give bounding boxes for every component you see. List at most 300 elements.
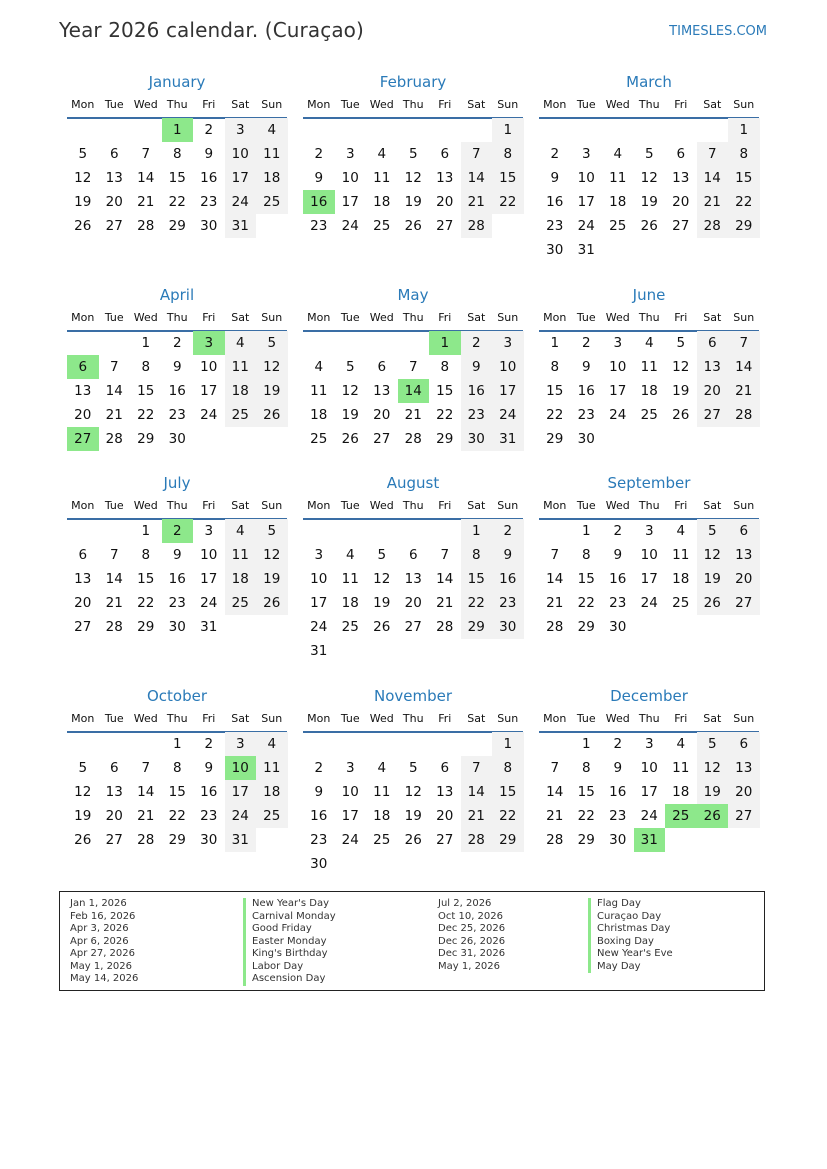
- day-cell: 18: [672, 571, 690, 587]
- day-cell: 14: [137, 784, 155, 800]
- day-cell: 22: [137, 407, 155, 423]
- day-cell: 31: [310, 643, 328, 659]
- weekday-label: Sun: [497, 712, 519, 725]
- day-cell: 22: [461, 591, 493, 615]
- day-cell: 1: [461, 519, 493, 543]
- legend-holiday-name: Boxing Day: [588, 936, 673, 949]
- day-cell: 23: [546, 218, 564, 234]
- day-cell: 11: [225, 355, 257, 379]
- weekday-label: Mon: [543, 311, 567, 324]
- month-name: July: [163, 474, 191, 492]
- day-cell: 20: [105, 194, 123, 210]
- day-cell: 23: [609, 595, 627, 611]
- holiday-day-cell: 16: [303, 190, 335, 214]
- day-cell: 26: [697, 591, 729, 615]
- day-cell: 16: [168, 383, 186, 399]
- weekday-label: Tue: [104, 311, 124, 324]
- weekday-label: Sat: [231, 98, 250, 111]
- day-cell: 28: [105, 619, 123, 635]
- day-cell: 31: [492, 427, 524, 451]
- day-cell: 7: [440, 547, 450, 563]
- day-cell: 16: [609, 784, 627, 800]
- day-cell: 30: [168, 619, 186, 635]
- day-cell: 1: [581, 523, 591, 539]
- weekday-label: Tue: [340, 311, 360, 324]
- weekday-label: Sun: [261, 311, 283, 324]
- month-name: November: [373, 687, 453, 705]
- day-cell: 24: [341, 218, 359, 234]
- month-name: May: [397, 286, 429, 304]
- weekday-label: Thu: [166, 98, 188, 111]
- day-cell: 13: [697, 355, 729, 379]
- day-cell: 21: [461, 190, 493, 214]
- day-cell: 19: [341, 407, 359, 423]
- day-cell: 27: [404, 619, 422, 635]
- weekday-label: Sun: [261, 499, 283, 512]
- day-cell: 12: [640, 170, 658, 186]
- day-cell: 27: [74, 619, 92, 635]
- day-cell: 29: [728, 214, 760, 238]
- day-cell: 13: [105, 784, 123, 800]
- weekday-label: Wed: [369, 98, 394, 111]
- day-cell: 3: [644, 736, 654, 752]
- day-cell: 5: [78, 146, 88, 162]
- day-cell: 26: [373, 619, 391, 635]
- day-cell: 18: [373, 808, 391, 824]
- day-cell: 2: [172, 335, 182, 351]
- weekday-label: Tue: [576, 712, 596, 725]
- day-cell: 22: [546, 407, 564, 423]
- day-cell: 19: [256, 567, 288, 591]
- day-cell: 12: [74, 170, 92, 186]
- day-cell: 15: [577, 784, 595, 800]
- day-cell: 18: [256, 780, 288, 804]
- day-cell: 7: [728, 331, 760, 355]
- day-cell: 3: [613, 335, 623, 351]
- day-cell: 19: [672, 383, 690, 399]
- day-cell: 21: [137, 808, 155, 824]
- weekday-label: Thu: [166, 712, 188, 725]
- weekday-label: Wed: [605, 98, 630, 111]
- day-cell: 7: [141, 760, 151, 776]
- weekday-label: Tue: [340, 499, 360, 512]
- legend-right-names: [588, 898, 673, 973]
- weekday-label: Fri: [202, 499, 216, 512]
- day-cell: 23: [577, 407, 595, 423]
- legend-holiday-name: New Year's Day: [243, 898, 336, 911]
- day-cell: 23: [200, 808, 218, 824]
- day-cell: 23: [200, 194, 218, 210]
- weekday-label: Sun: [733, 499, 755, 512]
- weekday-label: Tue: [576, 499, 596, 512]
- day-cell: 10: [640, 760, 658, 776]
- day-cell: 4: [225, 519, 257, 543]
- day-cell: 30: [461, 427, 493, 451]
- day-cell: 8: [172, 146, 182, 162]
- day-cell: 29: [577, 832, 595, 848]
- day-cell: 17: [640, 571, 658, 587]
- day-cell: 27: [436, 218, 454, 234]
- day-cell: 14: [461, 780, 493, 804]
- day-cell: 5: [256, 519, 288, 543]
- weekday-label: Fri: [438, 712, 452, 725]
- day-cell: 5: [345, 359, 355, 375]
- day-cell: 4: [314, 359, 324, 375]
- weekday-label: Sat: [703, 98, 722, 111]
- day-cell: 23: [492, 591, 524, 615]
- site-link[interactable]: TIMESLES.COM: [669, 24, 767, 39]
- holiday-day-cell: 14: [398, 379, 430, 403]
- legend-holiday-name: Carnival Monday: [243, 911, 336, 924]
- day-cell: 21: [436, 595, 454, 611]
- day-cell: 29: [137, 431, 155, 447]
- day-cell: 26: [341, 431, 359, 447]
- day-cell: 6: [697, 331, 729, 355]
- day-cell: 20: [74, 595, 92, 611]
- holiday-day-cell: 31: [634, 828, 666, 852]
- day-cell: 17: [492, 379, 524, 403]
- month-name: January: [148, 73, 206, 91]
- day-cell: 18: [672, 784, 690, 800]
- month-name: October: [146, 687, 208, 705]
- weekday-label: Sat: [467, 712, 486, 725]
- weekday-label: Wed: [369, 499, 394, 512]
- day-cell: 3: [345, 760, 355, 776]
- day-cell: 10: [200, 547, 218, 563]
- day-cell: 23: [310, 218, 328, 234]
- weekday-label: Fri: [674, 712, 688, 725]
- day-cell: 5: [377, 547, 387, 563]
- legend-date: Dec 26, 2026: [438, 935, 506, 947]
- day-cell: 14: [105, 383, 123, 399]
- day-cell: 13: [105, 170, 123, 186]
- day-cell: 2: [314, 760, 324, 776]
- day-cell: 1: [492, 732, 524, 756]
- day-cell: 26: [640, 218, 658, 234]
- day-cell: 6: [728, 519, 760, 543]
- month-august: [303, 474, 527, 664]
- day-cell: 10: [341, 784, 359, 800]
- day-cell: 28: [461, 828, 493, 852]
- month-october: [67, 687, 291, 877]
- weekday-label: Sat: [231, 311, 250, 324]
- day-cell: 26: [404, 218, 422, 234]
- weekday-label: Mon: [71, 712, 95, 725]
- day-cell: 7: [461, 756, 493, 780]
- day-cell: 21: [461, 804, 493, 828]
- day-cell: 9: [613, 760, 623, 776]
- legend-holiday-name: Curaçao Day: [588, 911, 673, 924]
- weekday-label: Mon: [71, 499, 95, 512]
- day-cell: 9: [550, 170, 560, 186]
- day-cell: 27: [373, 431, 391, 447]
- day-cell: 14: [546, 571, 564, 587]
- day-cell: 17: [200, 571, 218, 587]
- day-cell: 10: [341, 170, 359, 186]
- day-cell: 15: [546, 383, 564, 399]
- day-cell: 12: [404, 170, 422, 186]
- day-cell: 27: [436, 832, 454, 848]
- day-cell: 28: [404, 431, 422, 447]
- day-cell: 29: [436, 431, 454, 447]
- legend-holiday-name: Christmas Day: [588, 923, 673, 936]
- day-cell: 6: [728, 732, 760, 756]
- weekday-label: Mon: [307, 499, 331, 512]
- holiday-day-cell: 6: [67, 355, 99, 379]
- day-cell: 5: [408, 760, 418, 776]
- day-cell: 11: [225, 543, 257, 567]
- day-cell: 17: [200, 383, 218, 399]
- weekday-label: Wed: [605, 499, 630, 512]
- day-cell: 25: [640, 407, 658, 423]
- weekday-label: Mon: [307, 311, 331, 324]
- day-cell: 31: [577, 242, 595, 258]
- day-cell: 20: [436, 808, 454, 824]
- day-cell: 14: [697, 166, 729, 190]
- day-cell: 11: [256, 756, 288, 780]
- weekday-label: Sat: [467, 311, 486, 324]
- month-name: August: [386, 474, 440, 492]
- day-cell: 9: [172, 359, 182, 375]
- day-cell: 2: [204, 736, 214, 752]
- day-cell: 21: [105, 407, 123, 423]
- holiday-day-cell: 1: [429, 331, 461, 355]
- day-cell: 2: [550, 146, 560, 162]
- day-cell: 5: [256, 331, 288, 355]
- day-cell: 7: [461, 142, 493, 166]
- day-cell: 3: [314, 547, 324, 563]
- day-cell: 25: [373, 218, 391, 234]
- day-cell: 25: [256, 190, 288, 214]
- day-cell: 12: [697, 756, 729, 780]
- day-cell: 12: [697, 543, 729, 567]
- day-cell: 20: [672, 194, 690, 210]
- day-cell: 29: [577, 619, 595, 635]
- day-cell: 15: [492, 780, 524, 804]
- weekday-label: Thu: [402, 311, 424, 324]
- day-cell: 2: [492, 519, 524, 543]
- day-cell: 29: [492, 828, 524, 852]
- day-cell: 4: [644, 335, 654, 351]
- holiday-day-cell: 2: [162, 519, 194, 543]
- day-cell: 4: [256, 732, 288, 756]
- month-january: [67, 73, 291, 263]
- day-cell: 20: [436, 194, 454, 210]
- day-cell: 14: [436, 571, 454, 587]
- day-cell: 24: [640, 808, 658, 824]
- day-cell: 5: [697, 732, 729, 756]
- day-cell: 28: [697, 214, 729, 238]
- day-cell: 4: [377, 760, 387, 776]
- day-cell: 11: [672, 547, 690, 563]
- day-cell: 7: [109, 547, 119, 563]
- day-cell: 24: [225, 804, 257, 828]
- day-cell: 7: [141, 146, 151, 162]
- day-cell: 7: [408, 359, 418, 375]
- day-cell: 31: [225, 828, 257, 852]
- day-cell: 29: [137, 619, 155, 635]
- weekday-label: Tue: [104, 98, 124, 111]
- weekday-label: Tue: [340, 98, 360, 111]
- legend-date: Dec 25, 2026: [438, 923, 506, 934]
- day-cell: 15: [436, 383, 454, 399]
- day-cell: 24: [200, 595, 218, 611]
- day-cell: 6: [78, 547, 88, 563]
- day-cell: 23: [168, 407, 186, 423]
- day-cell: 9: [204, 760, 214, 776]
- day-cell: 1: [141, 523, 151, 539]
- day-cell: 13: [74, 571, 92, 587]
- weekday-label: Fri: [202, 311, 216, 324]
- holiday-day-cell: 10: [225, 756, 257, 780]
- day-cell: 11: [256, 142, 288, 166]
- day-cell: 28: [137, 218, 155, 234]
- day-cell: 26: [404, 832, 422, 848]
- day-cell: 7: [550, 547, 560, 563]
- page-title: Year 2026 calendar. (Curaçao): [59, 18, 364, 42]
- day-cell: 8: [492, 756, 524, 780]
- legend-holiday-name: May Day: [588, 961, 673, 974]
- day-cell: 27: [728, 591, 760, 615]
- day-cell: 23: [168, 595, 186, 611]
- day-cell: 8: [581, 547, 591, 563]
- day-cell: 26: [256, 591, 288, 615]
- day-cell: 19: [373, 595, 391, 611]
- weekday-label: Wed: [605, 712, 630, 725]
- legend-date: Apr 3, 2026: [70, 923, 129, 934]
- day-cell: 4: [345, 547, 355, 563]
- month-june: [539, 286, 763, 476]
- day-cell: 5: [408, 146, 418, 162]
- day-cell: 4: [377, 146, 387, 162]
- day-cell: 9: [461, 355, 493, 379]
- day-cell: 12: [373, 571, 391, 587]
- day-cell: 29: [546, 431, 564, 447]
- weekday-label: Thu: [402, 98, 424, 111]
- day-cell: 3: [225, 732, 257, 756]
- day-cell: 9: [492, 543, 524, 567]
- month-name: June: [632, 286, 666, 304]
- day-cell: 9: [613, 547, 623, 563]
- day-cell: 13: [436, 784, 454, 800]
- day-cell: 25: [609, 218, 627, 234]
- day-cell: 18: [341, 595, 359, 611]
- day-cell: 24: [577, 218, 595, 234]
- day-cell: 12: [341, 383, 359, 399]
- day-cell: 23: [461, 403, 493, 427]
- day-cell: 30: [310, 856, 328, 872]
- month-header-rule: [303, 117, 523, 119]
- day-cell: 3: [345, 146, 355, 162]
- weekday-label: Wed: [133, 499, 158, 512]
- day-cell: 10: [609, 359, 627, 375]
- day-cell: 13: [436, 170, 454, 186]
- weekday-label: Mon: [71, 98, 95, 111]
- weekday-label: Wed: [133, 311, 158, 324]
- legend-right-dates: [438, 898, 505, 973]
- day-cell: 19: [697, 780, 729, 804]
- legend-date: May 1, 2026: [438, 960, 501, 972]
- day-cell: 7: [550, 760, 560, 776]
- weekday-label: Tue: [104, 499, 124, 512]
- day-cell: 8: [492, 142, 524, 166]
- weekday-label: Wed: [133, 712, 158, 725]
- day-cell: 18: [225, 379, 257, 403]
- day-cell: 20: [404, 595, 422, 611]
- day-cell: 24: [200, 407, 218, 423]
- day-cell: 10: [310, 571, 328, 587]
- day-cell: 17: [577, 194, 595, 210]
- day-cell: 25: [225, 591, 257, 615]
- holiday-legend: [59, 891, 765, 991]
- legend-holiday-name: New Year's Eve: [588, 948, 673, 961]
- day-cell: 30: [168, 431, 186, 447]
- day-cell: 15: [137, 383, 155, 399]
- day-cell: 15: [492, 166, 524, 190]
- day-cell: 8: [461, 543, 493, 567]
- day-cell: 9: [581, 359, 591, 375]
- day-cell: 29: [168, 832, 186, 848]
- day-cell: 21: [137, 194, 155, 210]
- day-cell: 17: [310, 595, 328, 611]
- day-cell: 20: [105, 808, 123, 824]
- day-cell: 27: [697, 403, 729, 427]
- day-cell: 25: [256, 804, 288, 828]
- month-february: [303, 73, 527, 263]
- day-cell: 2: [613, 736, 623, 752]
- weekday-label: Mon: [543, 499, 567, 512]
- day-cell: 28: [546, 619, 564, 635]
- day-cell: 17: [341, 808, 359, 824]
- day-cell: 6: [377, 359, 387, 375]
- day-cell: 19: [404, 808, 422, 824]
- day-cell: 12: [74, 784, 92, 800]
- day-cell: 18: [609, 194, 627, 210]
- day-cell: 13: [672, 170, 690, 186]
- day-cell: 8: [581, 760, 591, 776]
- weekday-label: Tue: [576, 311, 596, 324]
- day-cell: 19: [404, 194, 422, 210]
- day-cell: 1: [581, 736, 591, 752]
- day-cell: 31: [225, 214, 257, 238]
- day-cell: 13: [74, 383, 92, 399]
- legend-date: Oct 10, 2026: [438, 910, 503, 922]
- weekday-label: Sat: [231, 499, 250, 512]
- day-cell: 6: [440, 146, 450, 162]
- day-cell: 11: [640, 359, 658, 375]
- day-cell: 10: [640, 547, 658, 563]
- day-cell: 30: [577, 431, 595, 447]
- month-may: [303, 286, 527, 476]
- day-cell: 2: [461, 331, 493, 355]
- weekday-label: Thu: [166, 499, 188, 512]
- weekday-label: Thu: [638, 311, 660, 324]
- month-header-rule: [303, 731, 523, 733]
- day-cell: 22: [168, 808, 186, 824]
- day-cell: 1: [141, 335, 151, 351]
- day-cell: 5: [676, 335, 686, 351]
- weekday-label: Mon: [543, 712, 567, 725]
- weekday-label: Sat: [467, 499, 486, 512]
- day-cell: 22: [577, 595, 595, 611]
- day-cell: 4: [613, 146, 623, 162]
- legend-left-names: [243, 898, 336, 986]
- day-cell: 2: [581, 335, 591, 351]
- weekday-label: Sun: [733, 712, 755, 725]
- day-cell: 6: [408, 547, 418, 563]
- legend-date: Feb 16, 2026: [70, 910, 136, 922]
- month-header-rule: [539, 117, 759, 119]
